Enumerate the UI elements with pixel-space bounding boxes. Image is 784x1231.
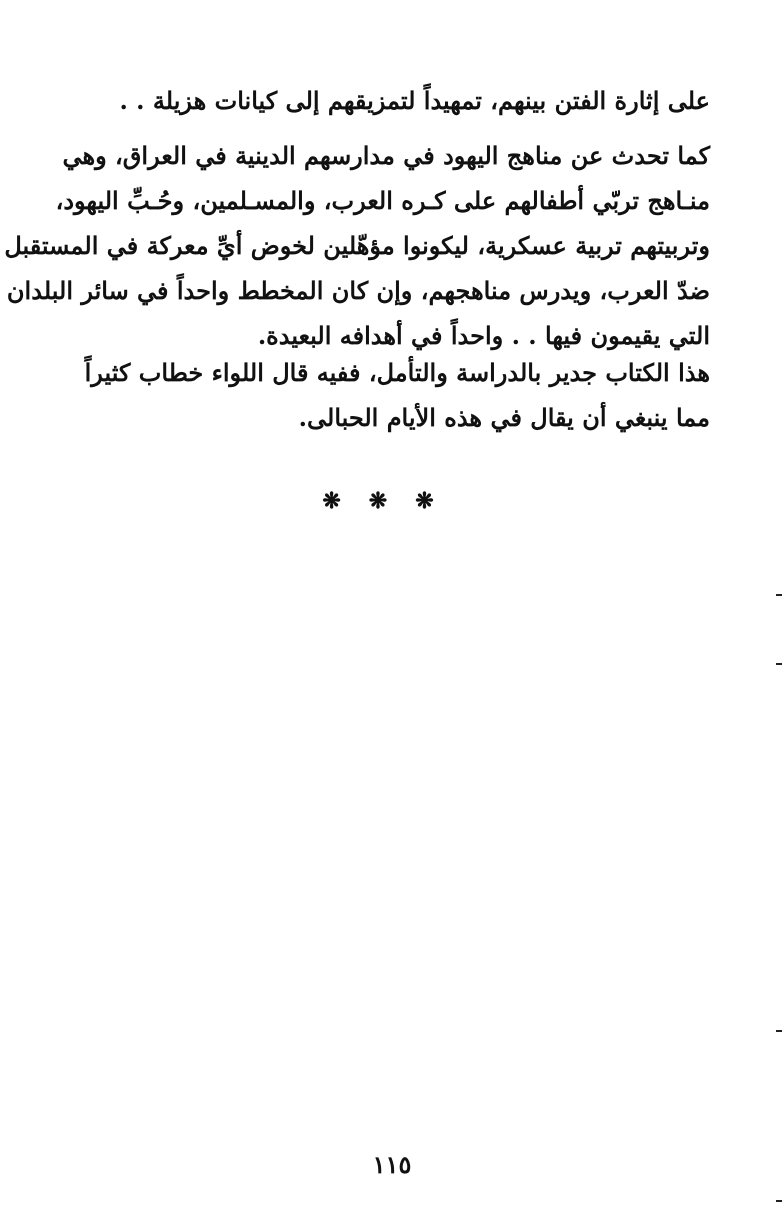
edge-mark — [776, 594, 782, 596]
paragraph-2 — [4, 133, 710, 358]
edge-mark — [776, 663, 782, 665]
text-line: كما تحدث عن مناهج اليهود في مدارسهم الدينية في العراق، وهي — [62, 141, 710, 170]
text-line: على إثارة الفتن بينهم، تمهيداً لتمزيقهم إلى كيانات هزيلة . . — [119, 86, 710, 115]
text-line: هذا الكتاب جدير بالدراسة والتأمل، ففيه قال اللواء خطاب كثيراً — [84, 358, 710, 387]
text-line: مما ينبغي أن يقال في هذه الأيام الحبالى. — [298, 403, 710, 432]
edge-mark — [776, 1200, 782, 1202]
text-line: التي يقيمون فيها . . واحداً في أهدافه البعيدة. — [257, 321, 710, 350]
page-number: ١١٥ — [372, 1150, 412, 1179]
text-line: منـاهج تربّي أطفالهم على كـره العرب، والمسـلمين، وحُـبِّ اليهود، — [55, 186, 710, 215]
edge-mark — [776, 1030, 782, 1032]
section-divider-ornament: ❋❋❋ — [322, 488, 462, 514]
text-line: ضدّ العرب، ويدرس مناهجهم، وإن كان المخطط واحداً في سائر البلدان — [6, 276, 710, 305]
text-line: وتربيتهم تربية عسكرية، ليكونوا مؤهّلين لخوض أيِّ معركة في المستقبل — [4, 231, 710, 260]
paragraph-3 — [70, 350, 710, 440]
paragraph-1 — [70, 78, 710, 123]
